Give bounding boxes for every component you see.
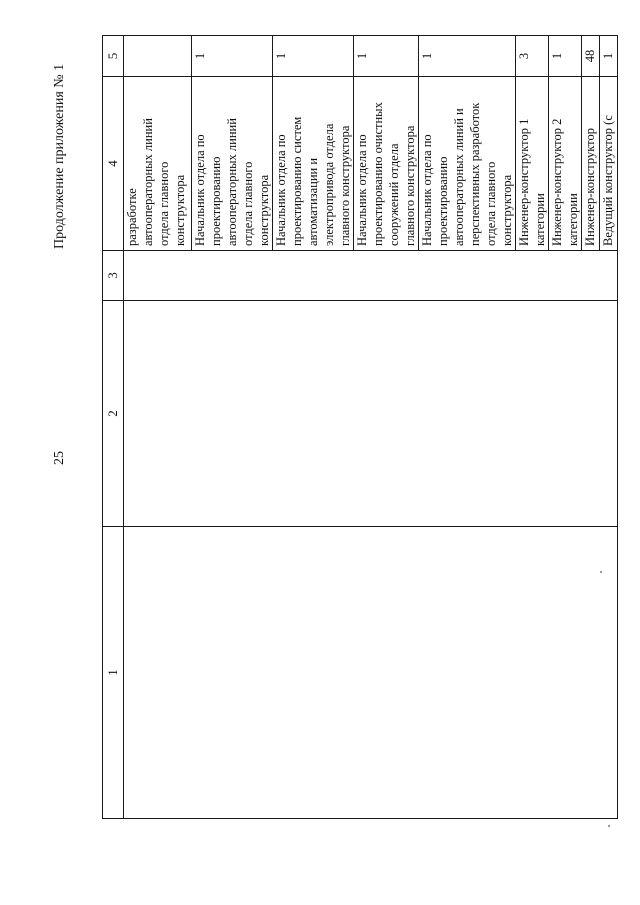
scan-speck xyxy=(608,825,610,827)
position-cell: Начальник отдела по проектированию очистных сооружений отдела главного конструктора xyxy=(354,77,419,251)
appendix-continuation-note: Продолжение приложения № 1 xyxy=(52,63,67,249)
count-cell: 48 xyxy=(582,36,600,77)
count-cell: 1 xyxy=(273,36,354,77)
column-header-3: 3 xyxy=(103,251,124,301)
column-header-5: 5 xyxy=(103,36,124,77)
column-header-2: 2 xyxy=(103,301,124,527)
position-cell: Начальник отдела по проектированию систем автоматизации и электропривода отдела главного конструктора xyxy=(273,77,354,251)
staff-table xyxy=(102,35,618,819)
page-number: 25 xyxy=(52,451,67,465)
count-cell xyxy=(124,36,192,77)
count-cell: 1 xyxy=(419,36,516,77)
count-cell: 1 xyxy=(354,36,419,77)
position-cell: Инженер-конструктор 2 категории xyxy=(549,77,582,251)
count-cell: 1 xyxy=(600,36,618,77)
table-header-row xyxy=(103,36,124,819)
count-cell: 3 xyxy=(516,36,549,77)
cell-col1 xyxy=(124,527,618,819)
scan-speck xyxy=(600,571,602,573)
position-cell: Инженер-конструктор xyxy=(582,77,600,251)
position-cell: Ведущий конструктор (с xyxy=(600,77,618,251)
position-cell: Начальник отдела по проектированию автооператорных линий отдела главного конструктора xyxy=(192,77,273,251)
position-cell: разработке автооператорных линий отдела главного конструктора xyxy=(124,77,192,251)
cell-col2 xyxy=(124,301,618,527)
count-cell: 1 xyxy=(549,36,582,77)
column-header-4: 4 xyxy=(103,77,124,251)
position-cell: Начальник отдела по проектированию автооператорных линий и перспективных разработок отдела главного конструктора xyxy=(419,77,516,251)
column-header-1: 1 xyxy=(103,527,124,819)
position-cell: Инженер-конструктор 1 категории xyxy=(516,77,549,251)
table-row xyxy=(124,36,192,819)
count-cell: 1 xyxy=(192,36,273,77)
cell-col3 xyxy=(124,251,618,301)
